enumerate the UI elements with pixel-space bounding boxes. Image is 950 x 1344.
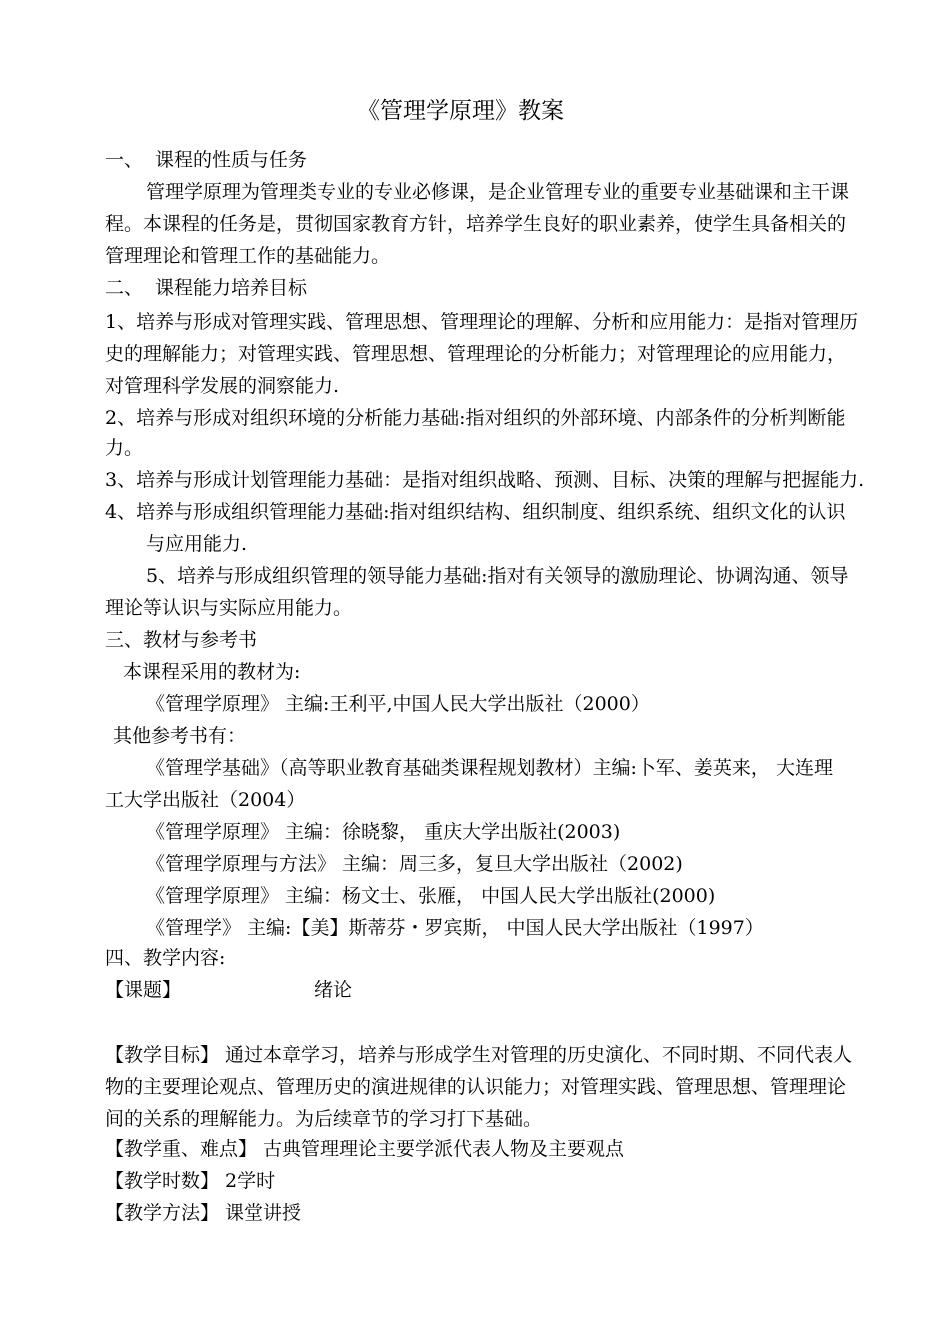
goal-item-line: 与应用能力. (146, 533, 248, 555)
section3-heading: 三、教材与参考书 (105, 629, 258, 651)
section1-heading-num: 一、 (105, 149, 144, 171)
goal-item-line: 2、培养与形成对组织环境的分析能力基础:指对组织的外部环境、内部条件的分析判断能 (105, 407, 846, 429)
goal-item-line: 力。 (105, 437, 144, 459)
textbook-entry: 《管理学原理》 主编:王利平,中国人民大学出版社（2000） (146, 693, 650, 715)
teaching-hours: 【教学时数】 2学时 (105, 1170, 276, 1192)
reference-entry: 《管理学原理》 主编：杨文士、张雁， 中国人民大学出版社(2000) (146, 885, 716, 907)
teaching-goal-line: 物的主要理论观点、管理历史的演进规律的认识能力；对管理实践、管理思想、管理理论 (105, 1076, 847, 1098)
goal-item-line: 3、培养与形成计划管理能力基础：是指对组织战略、预测、目标、决策的理解与把握能力. (105, 469, 865, 491)
reference-entry: 《管理学》 主编:【美】斯蒂芬・罗宾斯， 中国人民大学出版社（1997） (146, 917, 764, 939)
teaching-goal-line: 间的关系的理解能力。为后续章节的学习打下基础。 (105, 1108, 543, 1130)
teaching-method: 【教学方法】 课堂讲授 (105, 1202, 302, 1224)
section2-heading: 课程能力培养目标 (155, 277, 308, 299)
textbook-intro: 本课程采用的教材为: (123, 661, 301, 683)
goal-item-line: 理论等认识与实际应用能力。 (105, 597, 353, 619)
section1-para-line: 程。本课程的任务是，贯彻国家教育方针，培养学生良好的职业素养，使学生具备相关的 (105, 213, 847, 235)
reference-entry: 《管理学原理与方法》 主编：周三多，复旦大学出版社（2002) (146, 853, 683, 875)
reference-entry: 工大学出版社（2004） (105, 789, 306, 811)
goal-item-line: 5、培养与形成组织管理的领导能力基础:指对有关领导的激励理论、协调沟通、领导 (146, 565, 849, 587)
section1-para-line: 管理学原理为管理类专业的专业必修课，是企业管理专业的重要专业基础课和主干课 (146, 181, 850, 203)
key-points: 【教学重、难点】 古典管理理论主要学派代表人物及主要观点 (105, 1138, 625, 1160)
goal-item-line: 4、培养与形成组织管理能力基础:指对组织结构、组织制度、组织系统、组织文化的认识 (105, 501, 846, 523)
teaching-goal-line: 【教学目标】 通过本章学习，培养与形成学生对管理的历史演化、不同时期、不同代表人 (105, 1044, 853, 1066)
reference-entry: 《管理学原理》 主编：徐晓黎， 重庆大学出版社(2003) (146, 821, 621, 843)
references-intro: 其他参考书有： (113, 725, 247, 747)
reference-entry: 《管理学基础》（高等职业教育基础类课程规划教材）主编:卜军、姜英来， 大连理 (146, 757, 833, 779)
goal-item-line: 1、培养与形成对管理实践、管理思想、管理理论的理解、分析和应用能力：是指对管理历 (105, 311, 859, 333)
document-title: 《管理学原理》教案 (357, 98, 564, 124)
topic-label: 【课题】 (105, 979, 182, 1001)
section2-heading-num: 二、 (105, 277, 144, 299)
topic-value: 绪论 (314, 979, 353, 1001)
section4-heading: 四、教学内容: (105, 947, 226, 969)
section1-para-line: 管理理论和管理工作的基础能力。 (105, 245, 391, 267)
goal-item-line: 史的理解能力；对管理实践、管理思想、管理理论的分析能力；对管理理论的应用能力， (105, 343, 847, 365)
section1-heading: 课程的性质与任务 (155, 149, 308, 171)
goal-item-line: 对管理科学发展的洞察能力. (105, 375, 340, 397)
